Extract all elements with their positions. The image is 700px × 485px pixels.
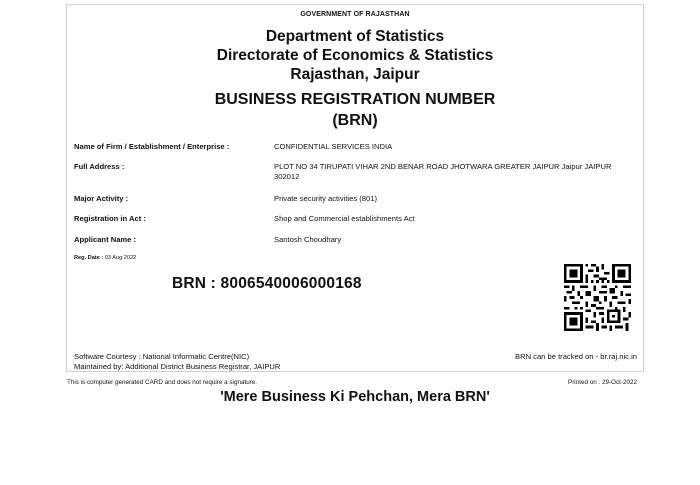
maintained-by: Maintained by: Additional District Business Registrar, JAIPUR	[74, 362, 281, 371]
software-info	[74, 352, 280, 372]
field-label: Name of Firm / Establishment / Enterprise :	[74, 142, 230, 151]
computer-generated-note: This is computer generated CARD and does not require a signature.	[67, 379, 258, 386]
tracking-info: BRN can be tracked on - br.raj.nic.in	[515, 352, 637, 361]
field-label: Full Address :	[74, 162, 125, 171]
certificate-title	[67, 89, 643, 131]
software-courtesy: Software Courtesy : National Informatic Centre(NIC)	[74, 352, 250, 361]
field-value: Shop and Commercial establishments Act	[274, 214, 415, 223]
brn-certificate-card	[66, 4, 644, 372]
field-label: Applicant Name :	[74, 235, 137, 244]
title-line-1: BUSINESS REGISTRATION NUMBER	[214, 91, 496, 108]
reg-date-label: Reg. Date :	[74, 255, 104, 261]
directorate-name: Directorate of Economics & Statistics	[216, 47, 494, 64]
department-heading	[67, 27, 643, 84]
printed-on-date: Printed on : 29-Oct-2022	[568, 379, 637, 386]
government-heading: GOVERNMENT OF RAJASTHAN	[300, 11, 410, 18]
field-value: Private security activities (801)	[274, 194, 377, 203]
field-value: PLOT NO 34 TIRUPATI VIHAR 2ND BENAR ROAD JHOTWARA GREATER JAIPUR Jaipur JAIPUR 302012	[274, 162, 612, 181]
qr-code-icon	[564, 264, 631, 331]
field-label: Registration in Act :	[74, 214, 146, 223]
location-name: Rajasthan, Jaipur	[290, 66, 420, 83]
brn-number: BRN : 8006540006000168	[172, 275, 362, 292]
department-name: Department of Statistics	[265, 28, 445, 45]
field-value: Santosh Choudhary	[274, 235, 342, 244]
reg-date-value: 03 Aug 2022	[104, 255, 137, 261]
title-line-2: (BRN)	[332, 112, 378, 129]
slogan: 'Mere Business Ki Pehchan, Mera BRN'	[220, 389, 490, 405]
registration-date	[74, 255, 136, 261]
field-value: CONFIDENTIAL SERVICES INDIA	[274, 142, 393, 151]
field-label: Major Activity :	[74, 194, 129, 203]
